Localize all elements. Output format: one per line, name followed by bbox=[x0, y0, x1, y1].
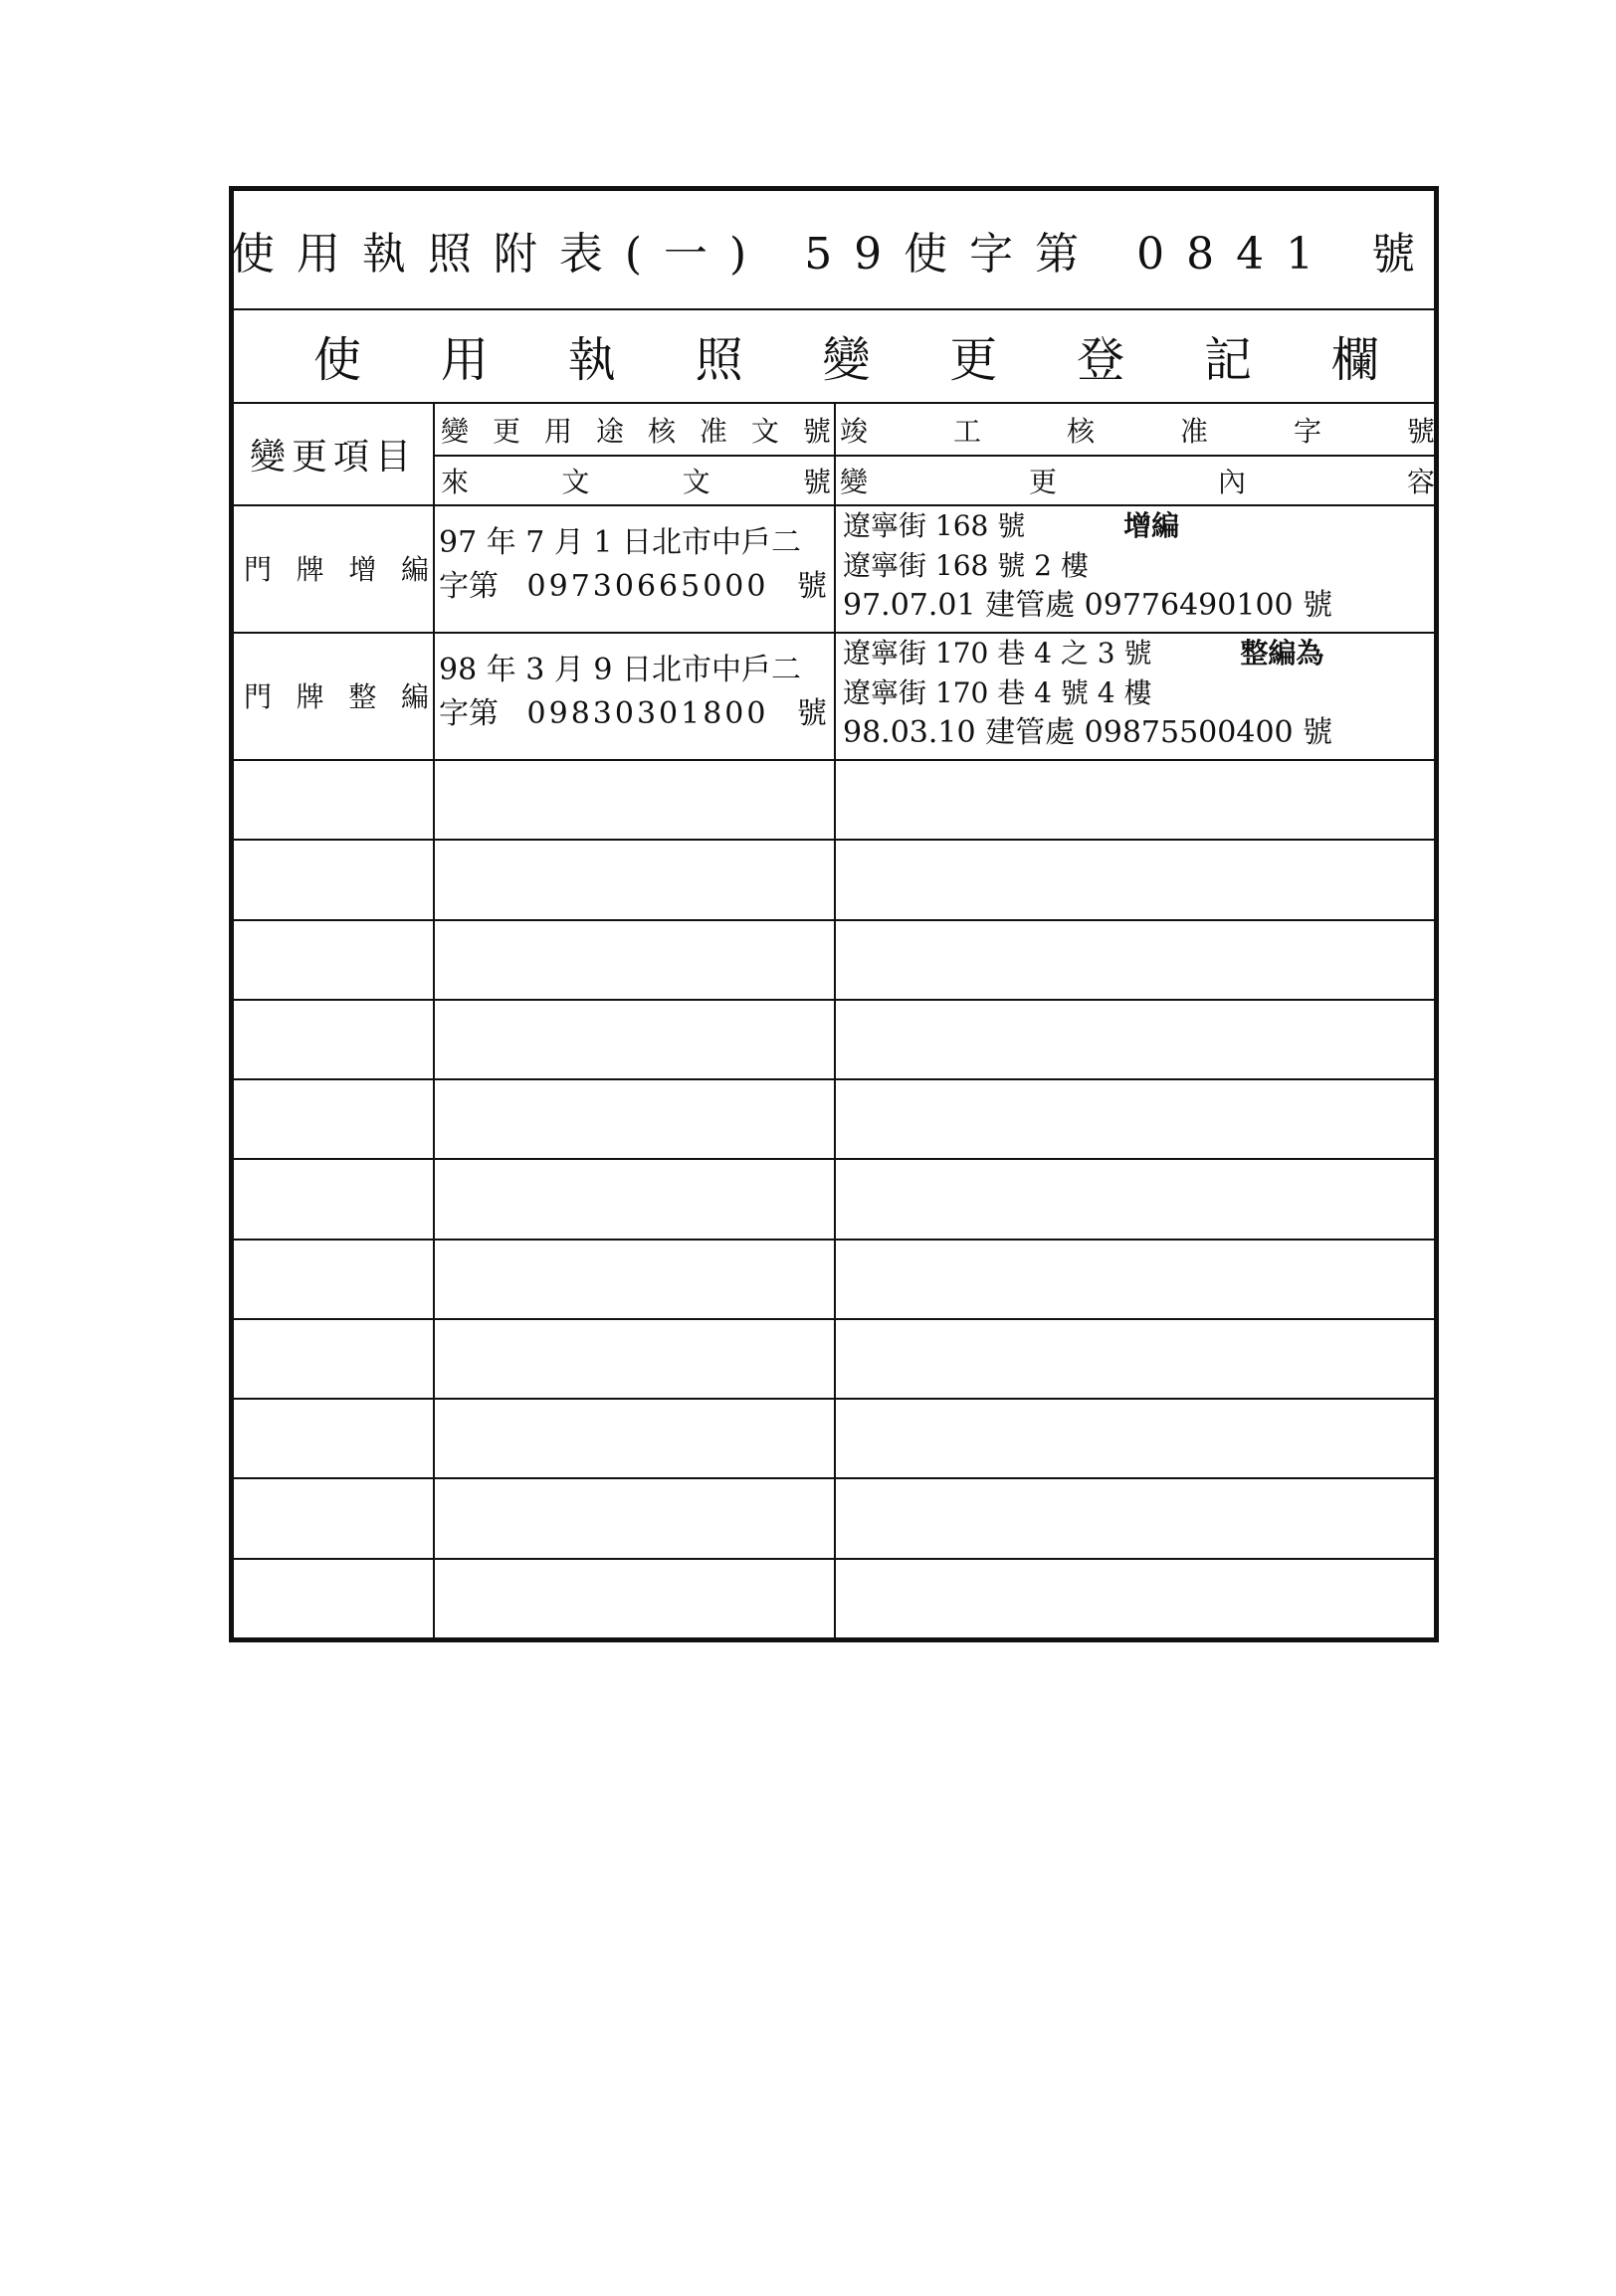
doc-suffix: 號 bbox=[797, 569, 827, 604]
subtitle-char: 欄 bbox=[1330, 331, 1379, 388]
header-approval-doc-no bbox=[441, 404, 831, 455]
subtitle-char: 登 bbox=[1077, 331, 1125, 388]
spread-char: 文 bbox=[561, 465, 590, 498]
doc-line-1: 98 年 3 月 9 日北市中戶二 bbox=[439, 653, 802, 687]
spread-char: 准 bbox=[1179, 414, 1208, 448]
row-incoming-doc bbox=[435, 521, 833, 629]
content-address: 遼寧街 170 巷 4 之 3 號 bbox=[843, 637, 1152, 670]
form-title: 使用執照附表(一) 59使字第 0841 號 bbox=[230, 229, 1438, 280]
row-change-item bbox=[234, 632, 433, 759]
spread-char: 號 bbox=[1406, 414, 1435, 448]
empty-row-divider bbox=[234, 1318, 1434, 1320]
spread-char: 整 bbox=[348, 680, 377, 713]
doc-line-2 bbox=[439, 692, 833, 736]
doc-line-1: 97 年 7 月 1 日北市中戶二 bbox=[439, 525, 802, 560]
doc-line-2 bbox=[439, 565, 833, 609]
header-change-item-label: 變更項目 bbox=[249, 437, 417, 478]
content-line-1 bbox=[843, 506, 1434, 546]
spread-char: 更 bbox=[1028, 465, 1057, 498]
spread-char: 內 bbox=[1217, 465, 1246, 498]
content-line-3: 97.07.01 建管處 09776490100 號 bbox=[843, 588, 1333, 623]
spread-char: 字 bbox=[1293, 414, 1321, 448]
empty-row-divider bbox=[234, 1558, 1434, 1560]
spread-char: 門 bbox=[244, 553, 273, 586]
spread-char: 用 bbox=[543, 414, 572, 448]
empty-row-divider bbox=[234, 1158, 1434, 1160]
subtitle-char: 照 bbox=[695, 331, 743, 388]
doc-prefix: 字第 bbox=[439, 696, 499, 731]
subtitle-char: 變 bbox=[822, 331, 871, 388]
subtitle-char: 執 bbox=[567, 331, 616, 388]
row-incoming-doc bbox=[435, 649, 833, 756]
content-line-2: 遼寧街 168 號 2 樓 bbox=[843, 549, 1089, 582]
form-subtitle-row bbox=[234, 308, 1434, 404]
empty-row-divider bbox=[234, 839, 1434, 841]
header-incoming-doc-no bbox=[441, 456, 831, 504]
spread-char: 來 bbox=[441, 465, 470, 498]
spread-char: 門 bbox=[244, 680, 273, 713]
spread-char: 增 bbox=[348, 553, 377, 586]
spread-char: 變 bbox=[441, 414, 470, 448]
row-change-item bbox=[234, 504, 433, 632]
spread-char: 竣 bbox=[840, 414, 869, 448]
spread-char: 編 bbox=[400, 553, 429, 586]
row-change-content bbox=[837, 634, 1434, 757]
spread-char: 編 bbox=[400, 680, 429, 713]
empty-row-divider bbox=[234, 1398, 1434, 1400]
spread-char: 變 bbox=[840, 465, 869, 498]
empty-row-divider bbox=[234, 1477, 1434, 1479]
content-tag: 增編 bbox=[1123, 509, 1180, 542]
spread-char: 更 bbox=[492, 414, 520, 448]
header-change-item bbox=[234, 404, 433, 504]
content-line-2: 遼寧街 170 巷 4 號 4 樓 bbox=[843, 676, 1152, 709]
spread-char: 途 bbox=[595, 414, 624, 448]
empty-row-divider bbox=[234, 1239, 1434, 1241]
empty-row-divider bbox=[234, 1078, 1434, 1080]
content-line-1 bbox=[843, 634, 1434, 673]
subtitle-char: 更 bbox=[949, 331, 998, 388]
column-divider bbox=[834, 404, 836, 1637]
header-completion-approval-no bbox=[840, 404, 1435, 455]
spread-char: 號 bbox=[802, 465, 831, 498]
doc-number: 09830301800 bbox=[526, 696, 769, 731]
subtitle-char: 使 bbox=[313, 331, 362, 388]
spread-char: 文 bbox=[682, 465, 710, 498]
row-change-content bbox=[837, 506, 1434, 630]
subtitle-char: 記 bbox=[1204, 331, 1253, 388]
doc-number: 09730665000 bbox=[526, 569, 769, 604]
content-line-3: 98.03.10 建管處 09875500400 號 bbox=[843, 715, 1333, 750]
row-divider bbox=[234, 759, 1434, 761]
spread-char: 工 bbox=[952, 414, 981, 448]
doc-suffix: 號 bbox=[797, 696, 827, 731]
registration-table bbox=[234, 404, 1434, 1637]
empty-row-divider bbox=[234, 999, 1434, 1001]
doc-prefix: 字第 bbox=[439, 569, 499, 604]
header-change-content bbox=[840, 456, 1435, 504]
spread-char: 准 bbox=[699, 414, 727, 448]
spread-char: 文 bbox=[750, 414, 779, 448]
license-change-form bbox=[229, 186, 1439, 1642]
content-tag: 整編為 bbox=[1240, 637, 1324, 670]
spread-char: 核 bbox=[1066, 414, 1095, 448]
spread-char: 牌 bbox=[296, 553, 324, 586]
spread-char: 號 bbox=[802, 414, 831, 448]
spread-char: 容 bbox=[1406, 465, 1435, 498]
empty-row-divider bbox=[234, 919, 1434, 921]
form-title-row bbox=[230, 191, 1438, 310]
subtitle-char: 用 bbox=[440, 331, 489, 388]
spread-char: 核 bbox=[647, 414, 676, 448]
spread-char: 牌 bbox=[296, 680, 324, 713]
content-address: 遼寧街 168 號 bbox=[843, 509, 1026, 542]
